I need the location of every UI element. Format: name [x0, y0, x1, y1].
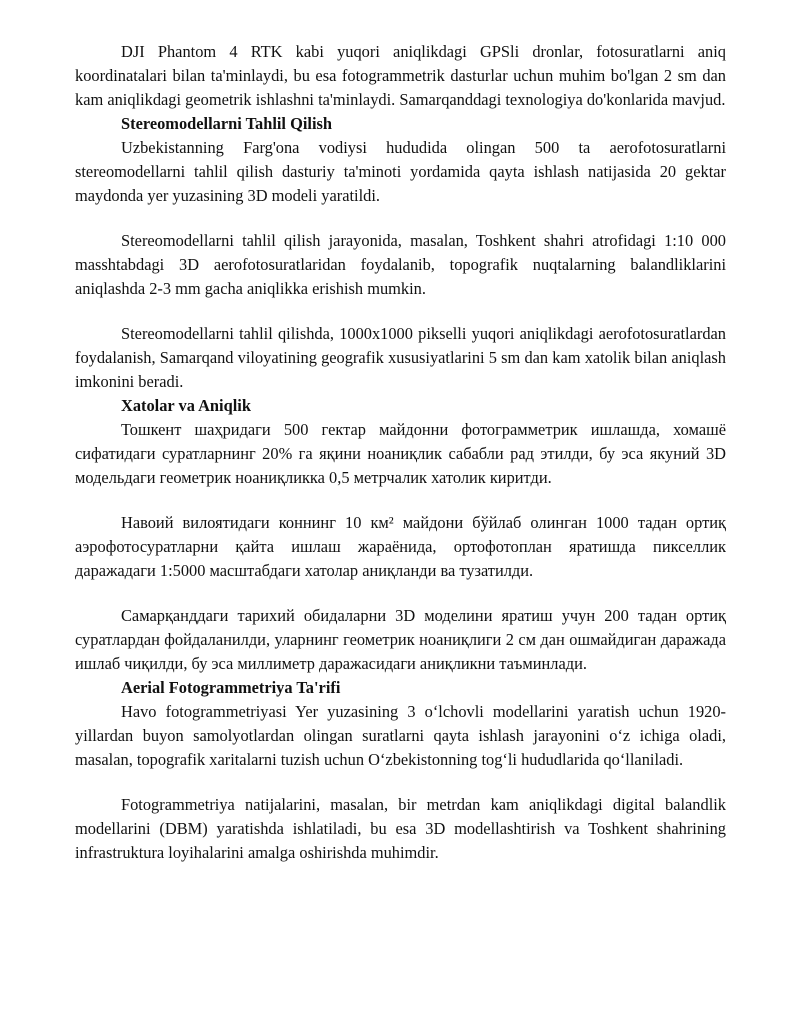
paragraph-tashkent-scale: Stereomodellarni tahlil qilish jarayonida, masalan, Toshkent shahri atrofidagi 1:10 000 masshtabdagi 3D aerofotosuratlaridan foydalanib, topografik nuqtalarning balandliklarini aniqlashda 2-3 mm gacha aniqlikka erishish mumkin. [75, 231, 726, 298]
paragraph-dji-phantom: DJI Phantom 4 RTK kabi yuqori aniqlikdagi GPSli dronlar, fotosuratlarni aniq koordinatalari bilan ta'minlaydi, bu esa fotogrammetrik dasturlar uchun muhim bo'lgan 2 sm dan kam aniqlikdagi geometrik ishlashni ta'minlaydi. Samarqanddagi texnologiya do'konlarida mavjud. [75, 42, 726, 109]
paragraph-navoi-mine: Навоий вилоятидаги коннинг 10 км² майдони бўйлаб олинган 1000 тадан ортиқ аэрофотосуратларни қайта ишлаш жараёнида, ортофотоплан яратишда пикселлик даражадаги 1:5000 масштабдаги хатолар аниқланди ва тузатилди. [75, 513, 726, 580]
paragraph-fergana-valley: Uzbekistanning Farg'ona vodiysi hududida olingan 500 ta aerofotosuratlarni stereomodellarni tahlil qilish dasturiy ta'minoti yordamida qayta ishlash natijasida 20 gektar maydonda yer yuzasining 3D modeli yaratildi. [75, 138, 726, 205]
section-heading-aerial-definition: Aerial Fotogrammetriya Ta'rifi [121, 678, 341, 697]
section-heading-stereomodels: Stereomodellarni Tahlil Qilish [121, 114, 332, 133]
paragraph-tashkent-hectares: Тошкент шаҳридаги 500 гектар майдонни фотограмметрик ишлашда, хомашё сифатидаги суратларнинг 20% га яқини ноаниқлик сабабли рад этилди, бу эса якуний 3D модельдаги геометрик ноаниқликка 0,5 метрчалик хатолик киритди. [75, 420, 726, 487]
paragraph-samarkand-pixels: Stereomodellarni tahlil qilishda, 1000x1000 pikselli yuqori aniqlikdagi aerofotosuratlardan foydalanish, Samarqand viloyatining geografik xususiyatlarini 5 sm dan kam xatolik bilan aniqlash imkonini beradi. [75, 324, 726, 391]
paragraph-aerial-history: Havo fotogrammetriyasi Yer yuzasining 3 oʻlchovli modellarini yaratish uchun 1920-yillardan buyon samolyotlardan olingan suratlarni qayta ishlash jarayonini oʻz ichiga oladi, masalan, topografik xaritalarni tuzish uchun Oʻzbekistonning togʻli hududlarida qoʻllaniladi. [75, 702, 726, 769]
document-page [75, 40, 726, 865]
paragraph-dbm-results: Fotogrammetriya natijalarini, masalan, bir metrdan kam aniqlikdagi digital balandlik modellarini (DBM) yaratishda ishlatiladi, bu esa 3D modellashtirish va Toshkent shahrining infrastruktura loyihalarini amalga oshirishda muhimdir. [75, 795, 726, 862]
section-heading-errors-accuracy: Xatolar va Aniqlik [121, 396, 251, 415]
paragraph-samarkand-monuments: Самарқанддаги тарихий обидаларни 3D моделини яратиш учун 200 тадан ортиқ суратлардан фойдаланилди, уларнинг геометрик ноаниқлиги 2 см дан ошмайдиган даражада ишлаб чиқилди, бу эса миллиметр даражасидаги аниқликни таъминлади. [75, 606, 726, 673]
